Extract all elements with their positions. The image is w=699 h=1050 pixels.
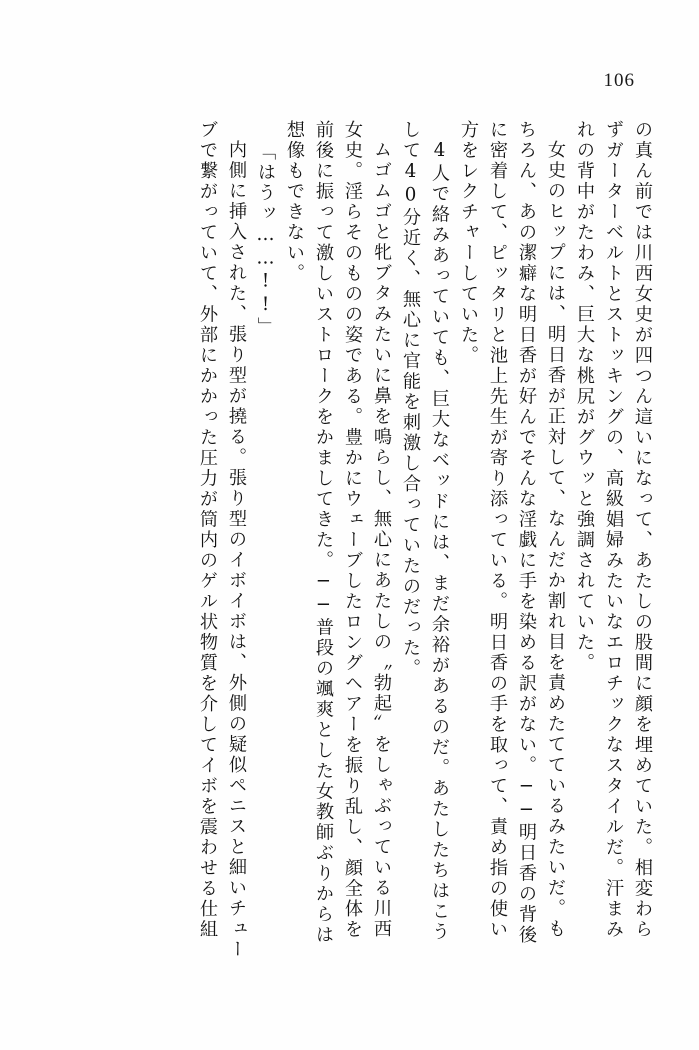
text-line: ブで繋がっていて、外部にかかった圧力が筒内のゲル状物質を介してイボを震わせる仕組	[197, 120, 218, 940]
body-text-columns	[52, 120, 651, 1020]
page-number: 106	[603, 70, 635, 91]
text-line: ちろん、あの潔癖な明日香が好んでそんな淫戯に手を染める訳がない。──明日香の背後	[516, 120, 537, 946]
text-line: ムゴムゴと牝ブタみたいに鼻を鳴らし、無心にあたしの〝勃起〟をしゃぶっている川西	[371, 140, 392, 940]
text-line: 女史。淫らそのものの姿である。豊かにウェーブしたロングヘアーを振り乱し、顔全体を	[342, 120, 363, 940]
text-line: して40分近く、無心に官能を刺激し合っていたのだった。	[400, 120, 421, 680]
text-line: れの背中がたわみ、巨大な桃尻がグウッと強調されていた。	[574, 120, 595, 674]
text-line: 「はうッ……!!」	[255, 142, 276, 338]
text-line: ずガーターベルトとストッキングの、高級娼婦みたいなエロチックなスタイルだ。汗まみ	[603, 120, 624, 940]
text-line: 前後に振って激しいストロークをかましてきた。──普段の颯爽とした女教師ぶりからは	[313, 120, 334, 946]
text-line: 女史のヒップには、明日香が正対して、なんだか割れ目を責めたてているみたいだ。も	[545, 140, 566, 940]
text-line: 方をレクチャーしていた。	[458, 120, 479, 366]
text-line: 想像もできない。	[284, 120, 305, 284]
text-line: 4人で絡みあっていても、巨大なベッドには、まだ余裕があるのだ。あたしたちはこう	[429, 140, 450, 943]
text-line: に密着して、ピッタリと池上先生が寄り添っている。明日香の手を取って、責め指の使い	[487, 120, 508, 940]
text-line: の真ん前では川西女史が四つん這いになって、あたしの股間に顔を埋めていた。相変わら	[632, 120, 653, 940]
text-line: 内側に挿入された、張り型が撓る。張り型のイボイボは、外側の疑似ペニスと細いチュー	[226, 140, 247, 960]
